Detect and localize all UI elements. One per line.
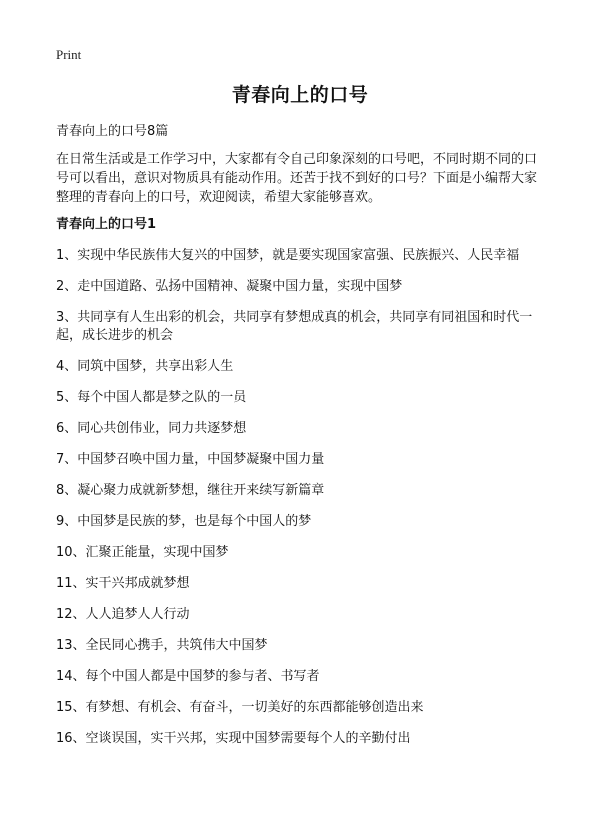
- slogan-item: 9、中国梦是民族的梦，也是每个中国人的梦: [56, 514, 312, 529]
- slogan-item: 1、实现中华民族伟大复兴的中国梦，就是要实现国家富强、民族振兴、人民幸福: [56, 248, 520, 263]
- intro-paragraph: 在日常生活或是工作学习中，大家都有令自己印象深刻的口号吧，不同时期不同的口号可以看出，意识对物质具有能动作用。还苦于找不到好的口号？下面是小编帮大家整理的青春向上的口号，欢迎阅读，希望大家能够喜欢。: [56, 152, 538, 205]
- subtitle: 青春向上的口号8篇: [56, 124, 169, 139]
- slogan-item: 12、人人追梦人人行动: [56, 607, 190, 622]
- slogan-item: 6、同心共创伟业，同力共逐梦想: [56, 421, 247, 436]
- slogan-item: 5、每个中国人都是梦之队的一员: [56, 390, 247, 405]
- slogan-item: 14、每个中国人都是中国梦的参与者、书写者: [56, 669, 320, 684]
- slogan-item: 3、共同享有人生出彩的机会，共同享有梦想成真的机会，共同享有同祖国和时代一起，成长进步的机会: [56, 310, 533, 343]
- page-title: 青春向上的口号: [231, 84, 369, 106]
- slogan-item: 15、有梦想、有机会、有奋斗，一切美好的东西都能够创造出来: [56, 700, 424, 715]
- slogan-item: 4、同筑中国梦，共享出彩人生: [56, 359, 234, 374]
- slogan-item: 13、全民同心携手，共筑伟大中国梦: [56, 638, 268, 653]
- slogan-item: 2、走中国道路、弘扬中国精神、凝聚中国力量，实现中国梦: [56, 279, 403, 294]
- slogan-item: 7、中国梦召唤中国力量，中国梦凝聚中国力量: [56, 452, 325, 467]
- slogan-item: 8、凝心聚力成就新梦想，继往开来续写新篇章: [56, 483, 325, 498]
- slogan-list: [56, 247, 546, 761]
- slogan-item: 10、汇聚正能量，实现中国梦: [56, 545, 229, 560]
- section-heading: 青春向上的口号1: [56, 217, 157, 232]
- print-link[interactable]: Print: [56, 47, 82, 62]
- slogan-item: 16、空谈误国，实干兴邦，实现中国梦需要每个人的辛勤付出: [56, 731, 411, 746]
- slogan-item: 11、实干兴邦成就梦想: [56, 576, 190, 591]
